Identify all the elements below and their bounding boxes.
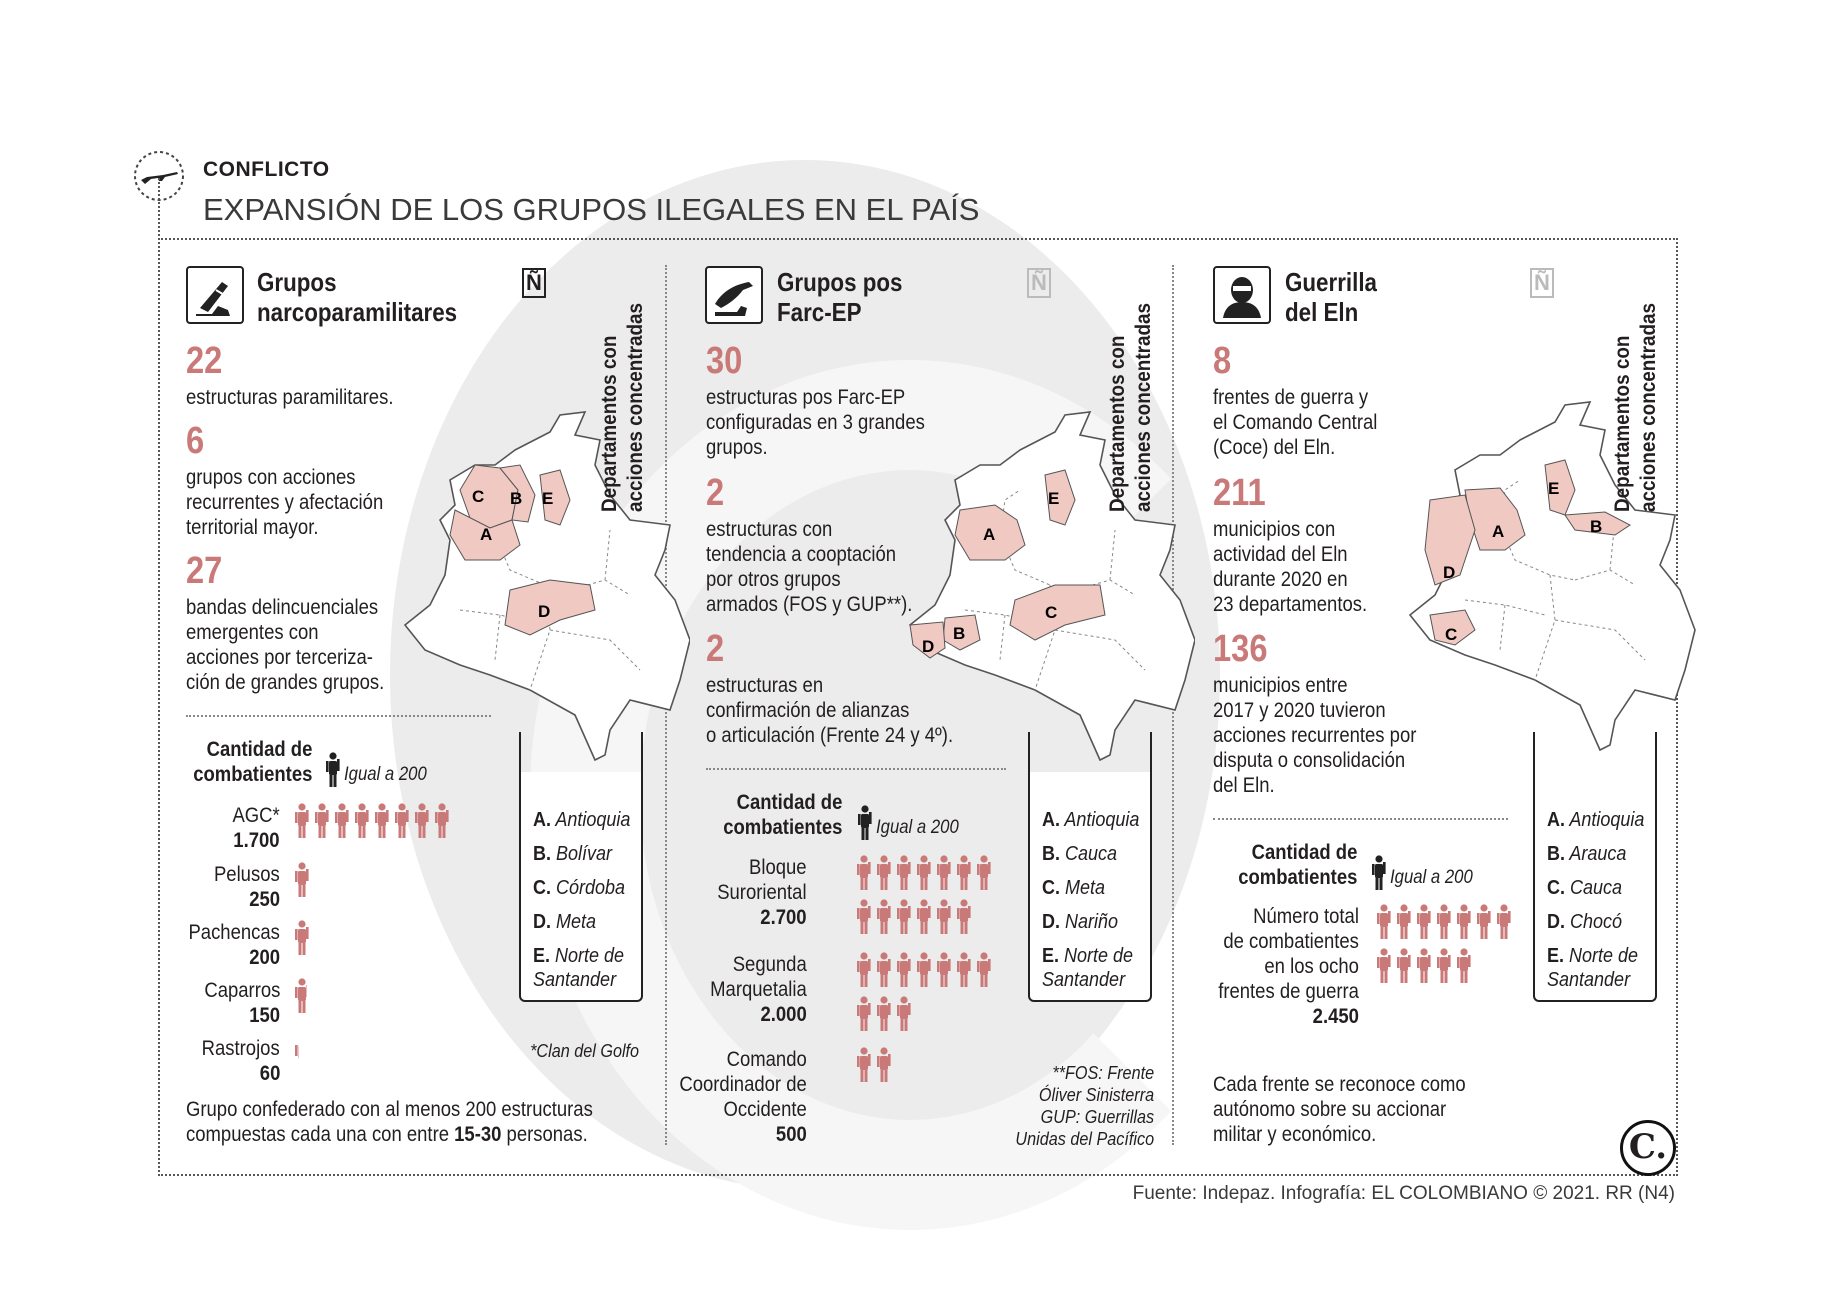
map-label: B (953, 624, 966, 643)
combatant-figure (857, 1047, 871, 1082)
col3-stat1-text (1213, 385, 1377, 460)
text-line: Cantidad de (1251, 841, 1357, 864)
map-label: A (1492, 522, 1505, 541)
pictogram-row (293, 978, 313, 1027)
source-credit: Fuente: Indepaz. Infografía: EL COLOMBIANO © 2021. RR (N4) (1132, 1183, 1675, 1204)
text-line: Occidente (723, 1098, 807, 1121)
col1-stat2-text (186, 465, 383, 540)
department-item: B. Arauca (1547, 843, 1627, 865)
group-value: 150 (249, 1004, 280, 1027)
text-line: autónomo sobre su accionar (1213, 1098, 1447, 1121)
col1-stat1-text (186, 385, 393, 410)
pictogram-row (293, 920, 313, 969)
combatant-figure (315, 803, 329, 838)
col3-stat3-number: 136 (1213, 628, 1268, 670)
combatant-figure (957, 899, 971, 934)
pictogram (855, 855, 995, 943)
combatant-figure (977, 952, 991, 987)
text-line: el Comando Central (1213, 411, 1378, 434)
combatant-figure (857, 899, 871, 934)
pictogram-row (855, 1047, 915, 1096)
text-line: disputa o consolidación (1213, 749, 1406, 772)
col3-combatants-title (1238, 840, 1357, 890)
text-line: de combatientes (1223, 930, 1359, 953)
combatant-figure (977, 899, 991, 934)
pictogram (855, 952, 995, 1040)
pictogram (293, 920, 313, 964)
group-name (680, 1047, 807, 1147)
text-line: Marquetalia (710, 978, 807, 1001)
col3-stat3-text (1213, 673, 1416, 798)
col1-departments-box (519, 772, 643, 1002)
group-name: Caparros (203, 979, 280, 1002)
col3-title-line2: del Eln (1285, 297, 1359, 327)
department-item-cont: Santander (1042, 969, 1126, 991)
combatant-figure (1417, 904, 1431, 939)
department-item: B. Bolívar (533, 843, 613, 865)
col2-stat1-text (706, 385, 925, 460)
divider (1213, 818, 1508, 820)
text-line: 2017 y 2020 tuvieron (1213, 699, 1386, 722)
text-line: estructuras con (706, 518, 833, 541)
text-line: municipios entre (1213, 674, 1348, 697)
combatant-figure (295, 862, 309, 897)
department-item: E. Norte de (533, 945, 625, 967)
combatant-figure (1417, 948, 1431, 983)
text-line: combatientes (1237, 866, 1357, 889)
col2-title-line2: Farc-EP (777, 297, 862, 327)
text-line: acciones concentradas (1637, 302, 1660, 512)
combatant-figure (957, 855, 971, 890)
col2-stat2-number: 2 (706, 472, 725, 514)
combatant-figure (1477, 904, 1491, 939)
combatant-figure (395, 803, 409, 838)
col3-title (1285, 267, 1377, 327)
text-line: por otros grupos (706, 568, 841, 591)
col1-bottom-text (186, 1097, 593, 1147)
combatant-figure (897, 1047, 911, 1082)
col3-legend-icon (1370, 855, 1388, 891)
department-item: D. Nariño (1042, 911, 1119, 933)
combatant-figure (415, 803, 429, 838)
department-item-cont: Santander (533, 969, 617, 991)
group-value: 500 (776, 1123, 807, 1146)
col3-stat2-text (1213, 517, 1367, 617)
col1-title-line1: Grupos (257, 267, 337, 297)
combatant-figure (435, 803, 449, 838)
combatant-figure (1397, 948, 1411, 983)
header-rule (158, 178, 160, 240)
group-name: Rastrojos (201, 1037, 280, 1060)
col1-stat3-text (186, 595, 384, 695)
col1-map-vertical-title (597, 303, 649, 512)
narcoparamilitary-icon (186, 266, 244, 324)
group-name: Pachencas (188, 921, 280, 944)
group-value: 2.450 (1312, 1005, 1359, 1028)
pictogram-row (293, 803, 473, 852)
text-line: Departamentos con (598, 335, 621, 512)
department-item: E. Norte de (1042, 945, 1134, 967)
text-line: combatientes (722, 816, 842, 839)
text-line: Unidas del Pacífico (1015, 1129, 1154, 1149)
col2-map-vertical-title (1105, 303, 1157, 512)
col3-bottom-text (1213, 1072, 1466, 1147)
combatant-figure (455, 803, 469, 838)
pictogram-row (855, 952, 995, 1045)
col1-combatants-title (193, 737, 312, 787)
combatant-figure (1397, 904, 1411, 939)
text-line: Departamentos con (1106, 335, 1129, 512)
headline: EXPANSIÓN DE LOS GRUPOS ILEGALES EN EL PAÍS (203, 192, 980, 227)
group-name (1218, 904, 1359, 1029)
text-line: ción de grandes grupos. (186, 671, 385, 694)
col2-legend-text: Igual a 200 (876, 817, 959, 838)
combatant-figure (1477, 948, 1491, 983)
pictogram (293, 803, 473, 847)
group-value: 1.700 (233, 829, 280, 852)
combatant-figure (315, 862, 329, 897)
text-line: Grupo confederado con al menos 200 estructuras (186, 1098, 593, 1121)
col2-stat3-number: 2 (706, 628, 725, 670)
col2-n-mark: Ñ (1027, 268, 1051, 298)
el-colombiano-logo: C. (1620, 1120, 1676, 1176)
text-line: Cantidad de (206, 738, 312, 761)
combatant-figure (1377, 904, 1391, 939)
combatant-figure (295, 803, 309, 838)
map-label: B (1590, 517, 1603, 536)
department-item: C. Córdoba (533, 877, 626, 899)
map-label: C (1445, 625, 1458, 644)
pictogram-row (1375, 904, 1515, 997)
combatant-figure (877, 996, 891, 1031)
department-item: E. Norte de (1547, 945, 1639, 967)
combatant-figure (295, 978, 309, 1013)
combatant-figure (877, 1047, 891, 1082)
text-line: estructuras paramilitares. (186, 386, 394, 409)
combatant-figure (917, 899, 931, 934)
col2-legend-icon (856, 805, 874, 841)
col2-stat1-number: 30 (706, 340, 743, 382)
text-line: compuestas cada una con entre 15-30 personas. (186, 1123, 588, 1146)
department-item: A. Antioquia (1042, 809, 1140, 831)
combatant-figure (1457, 904, 1471, 939)
map-label: D (922, 637, 935, 656)
combatant-figure (1437, 904, 1451, 939)
text-line: estructuras pos Farc-EP (706, 386, 906, 409)
text-line: Cantidad de (736, 791, 842, 814)
department-item: A. Antioquia (533, 809, 631, 831)
group-value: 250 (249, 888, 280, 911)
group-name: AGC* (232, 804, 280, 827)
map-label: E (1048, 489, 1060, 508)
map-label: C (1045, 603, 1058, 622)
combatant-figure (897, 952, 911, 987)
text-line: Comando (726, 1048, 807, 1071)
col2-stat2-text (706, 517, 912, 617)
text-line: o articulación (Frente 24 y 4º). (706, 724, 954, 747)
col3-legend-text: Igual a 200 (1390, 867, 1473, 888)
combatant-figure (957, 952, 971, 987)
pictogram-row (293, 862, 333, 911)
text-line: Bloque (749, 856, 807, 879)
map-label: B (510, 489, 523, 508)
text-line: grupos. (706, 436, 768, 459)
col1-footnote: *Clan del Golfo (530, 1041, 639, 1061)
text-line: tendencia a cooptación (706, 543, 897, 566)
eln-guerrilla-icon (1213, 266, 1271, 324)
col2-combatants-title (723, 790, 842, 840)
col3-stat1-number: 8 (1213, 340, 1232, 382)
text-line: en los ocho (1264, 955, 1359, 978)
department-item-cont: Santander (1547, 969, 1631, 991)
department-item: C. Cauca (1547, 877, 1623, 899)
col1-legend-text: Igual a 200 (344, 764, 427, 785)
text-line: Cada frente se reconoce como (1213, 1073, 1466, 1096)
text-line: estructuras en (706, 674, 824, 697)
text-line: emergentes con (186, 621, 319, 644)
text-line: frentes de guerra y (1213, 386, 1369, 409)
col2-title (777, 267, 902, 327)
col2-title-line1: Grupos pos (777, 267, 903, 297)
text-line: acciones por terceriza- (186, 646, 373, 669)
combatant-figure (937, 952, 951, 987)
combatant-figure (897, 855, 911, 890)
text-line: configuradas en 3 grandes (706, 411, 925, 434)
combatant-figure (857, 952, 871, 987)
group-value: 2.000 (760, 1003, 807, 1026)
department-item: A. Antioquia (1547, 809, 1645, 831)
department-item: D. Chocó (1547, 911, 1623, 933)
text-line: actividad del Eln (1213, 543, 1348, 566)
text-line: territorial mayor. (186, 516, 319, 539)
combatant-figure (877, 899, 891, 934)
combatant-figure (335, 803, 349, 838)
text-line: Número total (1253, 905, 1359, 928)
combatant-figure (897, 996, 911, 1031)
combatant-figure (937, 899, 951, 934)
department-item: B. Cauca (1042, 843, 1118, 865)
text-line: grupos con acciones (186, 466, 356, 489)
combatant-figure (295, 920, 309, 955)
combatant-figure (857, 855, 871, 890)
col1-title-line2: narcoparamilitares (257, 297, 458, 327)
text-line: Coordinador de (679, 1073, 807, 1096)
col2-footnote (1015, 1062, 1154, 1150)
group-value: 2.700 (760, 906, 807, 929)
pictogram-row (855, 855, 995, 948)
text-line: acciones concentradas (1132, 302, 1155, 512)
text-line: armados (FOS y GUP**). (706, 593, 913, 616)
col2-departments-box (1028, 772, 1152, 1002)
combatant-figure (1457, 948, 1471, 983)
map-label: A (480, 525, 493, 544)
combatant-figure (375, 803, 389, 838)
group-value: 200 (249, 946, 280, 969)
text-line: del Eln. (1213, 774, 1275, 797)
combatant-figure (1437, 948, 1451, 983)
pictogram-row (293, 1036, 313, 1085)
text-line: Segunda (732, 953, 807, 976)
combatant-figure (857, 996, 871, 1031)
text-line: durante 2020 en (1213, 568, 1348, 591)
department-item: D. Meta (533, 911, 597, 933)
map-label: C (472, 487, 485, 506)
department-item: C. Meta (1042, 877, 1106, 899)
text-line: recurrentes y afectación (186, 491, 384, 514)
combatant-figure (1497, 904, 1511, 939)
col3-departments-box (1533, 772, 1657, 1002)
combatant-figure (977, 855, 991, 890)
group-name (718, 855, 807, 930)
col1-legend-icon (324, 752, 342, 788)
combatant-figure (355, 803, 369, 838)
text-line: confirmación de alianzas (706, 699, 910, 722)
group-value: 60 (259, 1062, 280, 1085)
text-line: combatientes (192, 763, 312, 786)
text-line: Óliver Sinisterra (1038, 1085, 1154, 1105)
col1-stat3-number: 27 (186, 550, 223, 592)
combatant-figure (937, 855, 951, 890)
col3-title-line1: Guerrilla (1285, 267, 1377, 297)
col1-stat2-number: 6 (186, 420, 205, 462)
map-label: D (538, 602, 551, 621)
col3-stat2-number: 211 (1213, 472, 1266, 514)
col1-n-mark: Ñ (522, 268, 546, 298)
combatant-figure (1377, 948, 1391, 983)
text-line: acciones concentradas (624, 302, 647, 512)
text-line: militar y económico. (1213, 1123, 1377, 1146)
text-line: 23 departamentos. (1213, 593, 1368, 616)
text-line: Suroriental (717, 881, 807, 904)
post-farc-icon (705, 266, 763, 324)
col3-n-mark: Ñ (1530, 268, 1554, 298)
map-label: D (1443, 563, 1456, 582)
map-label: E (542, 489, 554, 508)
text-line: bandas delincuenciales (186, 596, 379, 619)
text-line: **FOS: Frente (1052, 1063, 1154, 1083)
combatant-figure (917, 952, 931, 987)
combatant-figure (295, 1036, 309, 1071)
combatant-figure (877, 855, 891, 890)
combatant-figure (877, 952, 891, 987)
pictogram (293, 978, 313, 1022)
kicker: CONFLICTO (203, 158, 330, 181)
text-line: (Coce) del Eln. (1213, 436, 1336, 459)
pictogram (1375, 904, 1515, 992)
pictogram (293, 862, 333, 906)
combatant-figure (897, 899, 911, 934)
col1-title (257, 267, 457, 327)
col3-map-vertical-title (1610, 303, 1662, 512)
text-line: municipios con (1213, 518, 1336, 541)
col1-stat1-number: 22 (186, 340, 223, 382)
group-name: Pelusos (214, 863, 280, 886)
text-line: acciones recurrentes por (1213, 724, 1417, 747)
map-label: E (1548, 479, 1560, 498)
text-line: GUP: Guerrillas (1040, 1107, 1154, 1127)
text-line: Departamentos con (1611, 335, 1634, 512)
map-label: A (983, 525, 996, 544)
text-line: frentes de guerra (1218, 980, 1359, 1003)
combatant-figure (917, 855, 931, 890)
pictogram (293, 1036, 313, 1080)
pictogram (855, 1047, 915, 1091)
group-name (710, 952, 807, 1027)
